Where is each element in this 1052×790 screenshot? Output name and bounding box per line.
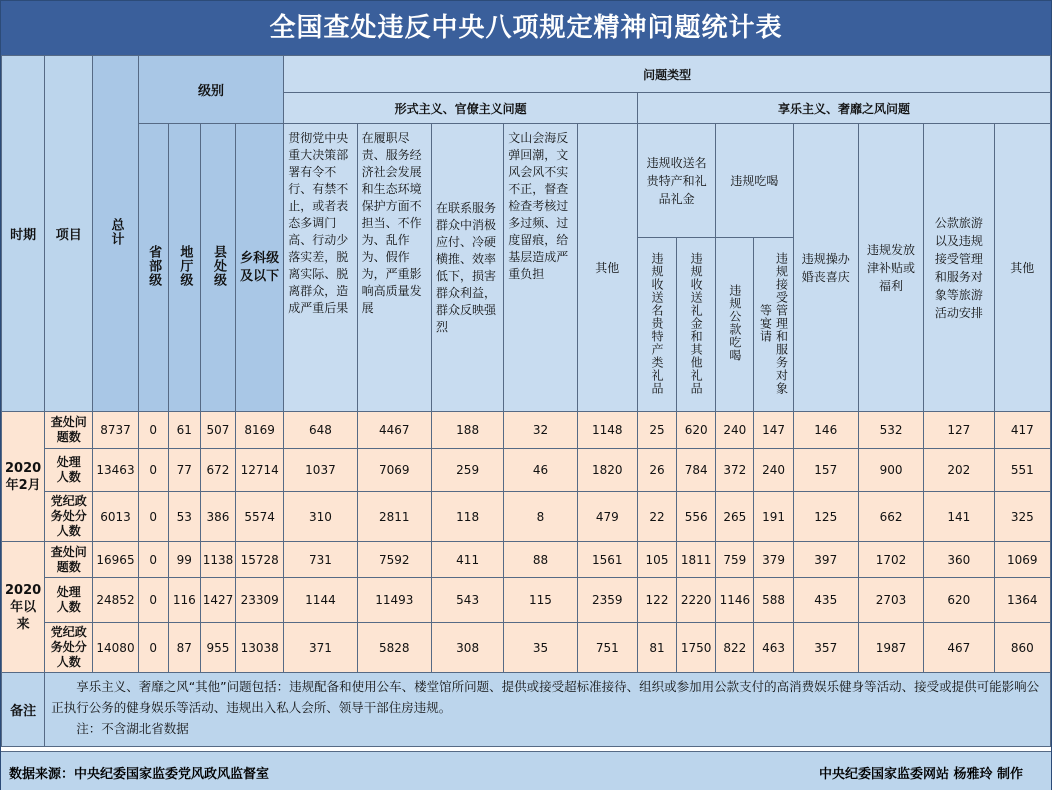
- value-cell: 77: [168, 449, 200, 492]
- value-cell: 1138: [200, 542, 235, 578]
- value-cell: 372: [716, 449, 754, 492]
- value-cell: 411: [431, 542, 503, 578]
- hedonism-col-travel-header: 公款旅游以及违规接受管理和服务对象等旅游活动安排: [924, 124, 994, 412]
- value-cell: 7592: [357, 542, 431, 578]
- formalism-header: 形式主义、官僚主义问题: [284, 93, 638, 124]
- period-cell: 2020年以来: [2, 542, 45, 673]
- note-line-2: 注：不含湖北省数据: [76, 721, 189, 736]
- value-cell: 1148: [577, 412, 637, 449]
- value-cell: 357: [793, 623, 858, 673]
- value-cell: 35: [504, 623, 577, 673]
- value-cell: 202: [924, 449, 994, 492]
- statistics-table: [1, 55, 1051, 747]
- total-header: 总计: [93, 56, 138, 412]
- value-cell: 22: [637, 492, 676, 542]
- value-cell: 620: [924, 578, 994, 623]
- value-cell: 8737: [93, 412, 138, 449]
- level-township-header: 乡科级及以下: [236, 124, 284, 412]
- value-cell: 463: [754, 623, 793, 673]
- level-bureau-header: 地厅级: [168, 124, 200, 412]
- value-cell: 127: [924, 412, 994, 449]
- value-cell: 0: [138, 542, 168, 578]
- value-cell: 125: [793, 492, 858, 542]
- hedonism-col-wedding-header: 违规操办婚丧喜庆: [793, 124, 858, 412]
- item-cell: 查处问题数: [45, 542, 93, 578]
- value-cell: 397: [793, 542, 858, 578]
- gift-col-2-header: 违规收送礼金和其他礼品: [677, 238, 716, 412]
- value-cell: 7069: [357, 449, 431, 492]
- value-cell: 8169: [236, 412, 284, 449]
- page-title: 全国查处违反中央八项规定精神问题统计表: [1, 1, 1051, 55]
- value-cell: 955: [200, 623, 235, 673]
- value-cell: 147: [754, 412, 793, 449]
- table-row: [2, 449, 1051, 492]
- value-cell: 360: [924, 542, 994, 578]
- value-cell: 26: [637, 449, 676, 492]
- value-cell: 116: [168, 578, 200, 623]
- value-cell: 672: [200, 449, 235, 492]
- note-line-1: 享乐主义、奢靡之风“其他”问题包括：违规配备和使用公车、楼堂馆所问题、提供或接受超标准接待、组织或参加用公款支付的高消费娱乐健身等活动、接受或提供可能影响公正执行公务的健身娱乐等活动、违规出入私人会所、领导干部住房违规。: [51, 679, 1040, 715]
- value-cell: 308: [431, 623, 503, 673]
- value-cell: 13038: [236, 623, 284, 673]
- value-cell: 532: [858, 412, 923, 449]
- value-cell: 1750: [677, 623, 716, 673]
- value-cell: 32: [504, 412, 577, 449]
- value-cell: 157: [793, 449, 858, 492]
- value-cell: 8: [504, 492, 577, 542]
- gift-group-header: 违规收送名贵特产和礼品礼金: [637, 124, 715, 238]
- item-cell: 处理人数: [45, 449, 93, 492]
- value-cell: 662: [858, 492, 923, 542]
- value-cell: 2359: [577, 578, 637, 623]
- formalism-col-4-header: 文山会海反弹回潮，文风会风不实不正，督查检查考核过多过频、过度留痕，给基层造成严重负担: [504, 124, 577, 412]
- value-cell: 122: [637, 578, 676, 623]
- item-cell: 党纪政务处分人数: [45, 623, 93, 673]
- hedonism-col-allowance-header: 违规发放津补贴或福利: [858, 124, 923, 412]
- value-cell: 0: [138, 492, 168, 542]
- formalism-col-1-header: 贯彻党中央重大决策部署有令不行、有禁不止，或者表态多调门高、行动少落实差，脱离实际、脱离群众，造成严重后果: [284, 124, 357, 412]
- value-cell: 1069: [994, 542, 1050, 578]
- formalism-col-3-header: 在联系服务群众中消极应付、冷硬横推、效率低下，损害群众利益，群众反映强烈: [431, 124, 503, 412]
- value-cell: 25: [637, 412, 676, 449]
- value-cell: 1561: [577, 542, 637, 578]
- table-row: [2, 412, 1051, 449]
- value-cell: 784: [677, 449, 716, 492]
- value-cell: 2703: [858, 578, 923, 623]
- dining-col-2-header: 违规接受管理和服务对象等宴请: [754, 238, 793, 412]
- value-cell: 188: [431, 412, 503, 449]
- value-cell: 543: [431, 578, 503, 623]
- value-cell: 507: [200, 412, 235, 449]
- value-cell: 900: [858, 449, 923, 492]
- formalism-other-header: 其他: [577, 124, 637, 412]
- value-cell: 1144: [284, 578, 357, 623]
- table-row: [2, 623, 1051, 673]
- item-cell: 党纪政务处分人数: [45, 492, 93, 542]
- hedonism-header: 享乐主义、奢靡之风问题: [637, 93, 1050, 124]
- value-cell: 551: [994, 449, 1050, 492]
- value-cell: 24852: [93, 578, 138, 623]
- period-cell: 2020年2月: [2, 412, 45, 542]
- value-cell: 379: [754, 542, 793, 578]
- value-cell: 141: [924, 492, 994, 542]
- value-cell: 1811: [677, 542, 716, 578]
- value-cell: 191: [754, 492, 793, 542]
- data-source: 数据来源：中央纪委国家监委党风政风监督室: [9, 767, 270, 782]
- value-cell: 310: [284, 492, 357, 542]
- value-cell: 0: [138, 449, 168, 492]
- gift-col-1-header: 违规收送名贵特产类礼品: [637, 238, 676, 412]
- value-cell: 2220: [677, 578, 716, 623]
- item-header: 项目: [45, 56, 93, 412]
- value-cell: 0: [138, 578, 168, 623]
- value-cell: 371: [284, 623, 357, 673]
- value-cell: 1146: [716, 578, 754, 623]
- value-cell: 15728: [236, 542, 284, 578]
- value-cell: 14080: [93, 623, 138, 673]
- value-cell: 87: [168, 623, 200, 673]
- value-cell: 620: [677, 412, 716, 449]
- value-cell: 0: [138, 412, 168, 449]
- value-cell: 1364: [994, 578, 1050, 623]
- value-cell: 4467: [357, 412, 431, 449]
- value-cell: 5574: [236, 492, 284, 542]
- value-cell: 99: [168, 542, 200, 578]
- value-cell: 23309: [236, 578, 284, 623]
- value-cell: 822: [716, 623, 754, 673]
- value-cell: 6013: [93, 492, 138, 542]
- table-row: [2, 578, 1051, 623]
- value-cell: 759: [716, 542, 754, 578]
- value-cell: 118: [431, 492, 503, 542]
- value-cell: 860: [994, 623, 1050, 673]
- value-cell: 417: [994, 412, 1050, 449]
- value-cell: 588: [754, 578, 793, 623]
- value-cell: 0: [138, 623, 168, 673]
- value-cell: 81: [637, 623, 676, 673]
- value-cell: 751: [577, 623, 637, 673]
- value-cell: 325: [994, 492, 1050, 542]
- footer: [1, 751, 1051, 790]
- item-cell: 处理人数: [45, 578, 93, 623]
- note-label: 备注: [2, 673, 45, 747]
- value-cell: 1427: [200, 578, 235, 623]
- value-cell: 259: [431, 449, 503, 492]
- table-row: [2, 542, 1051, 578]
- value-cell: 16965: [93, 542, 138, 578]
- value-cell: 53: [168, 492, 200, 542]
- value-cell: 386: [200, 492, 235, 542]
- level-county-header: 县处级: [200, 124, 235, 412]
- value-cell: 1820: [577, 449, 637, 492]
- value-cell: 146: [793, 412, 858, 449]
- value-cell: 88: [504, 542, 577, 578]
- value-cell: 12714: [236, 449, 284, 492]
- value-cell: 46: [504, 449, 577, 492]
- value-cell: 435: [793, 578, 858, 623]
- hedonism-other-header: 其他: [994, 124, 1050, 412]
- value-cell: 240: [754, 449, 793, 492]
- value-cell: 265: [716, 492, 754, 542]
- value-cell: 13463: [93, 449, 138, 492]
- note-content: [45, 673, 1051, 747]
- dining-group-header: 违规吃喝: [716, 124, 793, 238]
- problem-type-header: 问题类型: [284, 56, 1051, 93]
- formalism-col-2-header: 在履职尽责、服务经济社会发展和生态环境保护方面不担当、不作为、乱作为、假作为，严重影响高质量发展: [357, 124, 431, 412]
- table-row: [2, 492, 1051, 542]
- item-cell: 查处问题数: [45, 412, 93, 449]
- value-cell: 467: [924, 623, 994, 673]
- value-cell: 556: [677, 492, 716, 542]
- period-header: 时期: [2, 56, 45, 412]
- level-header: 级别: [138, 56, 284, 124]
- value-cell: 115: [504, 578, 577, 623]
- value-cell: 1987: [858, 623, 923, 673]
- credit: 中央纪委国家监委网站 杨雅玲 制作: [818, 767, 1023, 782]
- level-provincial-header: 省部级: [138, 124, 168, 412]
- value-cell: 479: [577, 492, 637, 542]
- value-cell: 5828: [357, 623, 431, 673]
- value-cell: 648: [284, 412, 357, 449]
- value-cell: 105: [637, 542, 676, 578]
- value-cell: 240: [716, 412, 754, 449]
- value-cell: 61: [168, 412, 200, 449]
- value-cell: 1702: [858, 542, 923, 578]
- value-cell: 11493: [357, 578, 431, 623]
- value-cell: 731: [284, 542, 357, 578]
- value-cell: 2811: [357, 492, 431, 542]
- dining-col-1-header: 违规公款吃喝: [716, 238, 754, 412]
- value-cell: 1037: [284, 449, 357, 492]
